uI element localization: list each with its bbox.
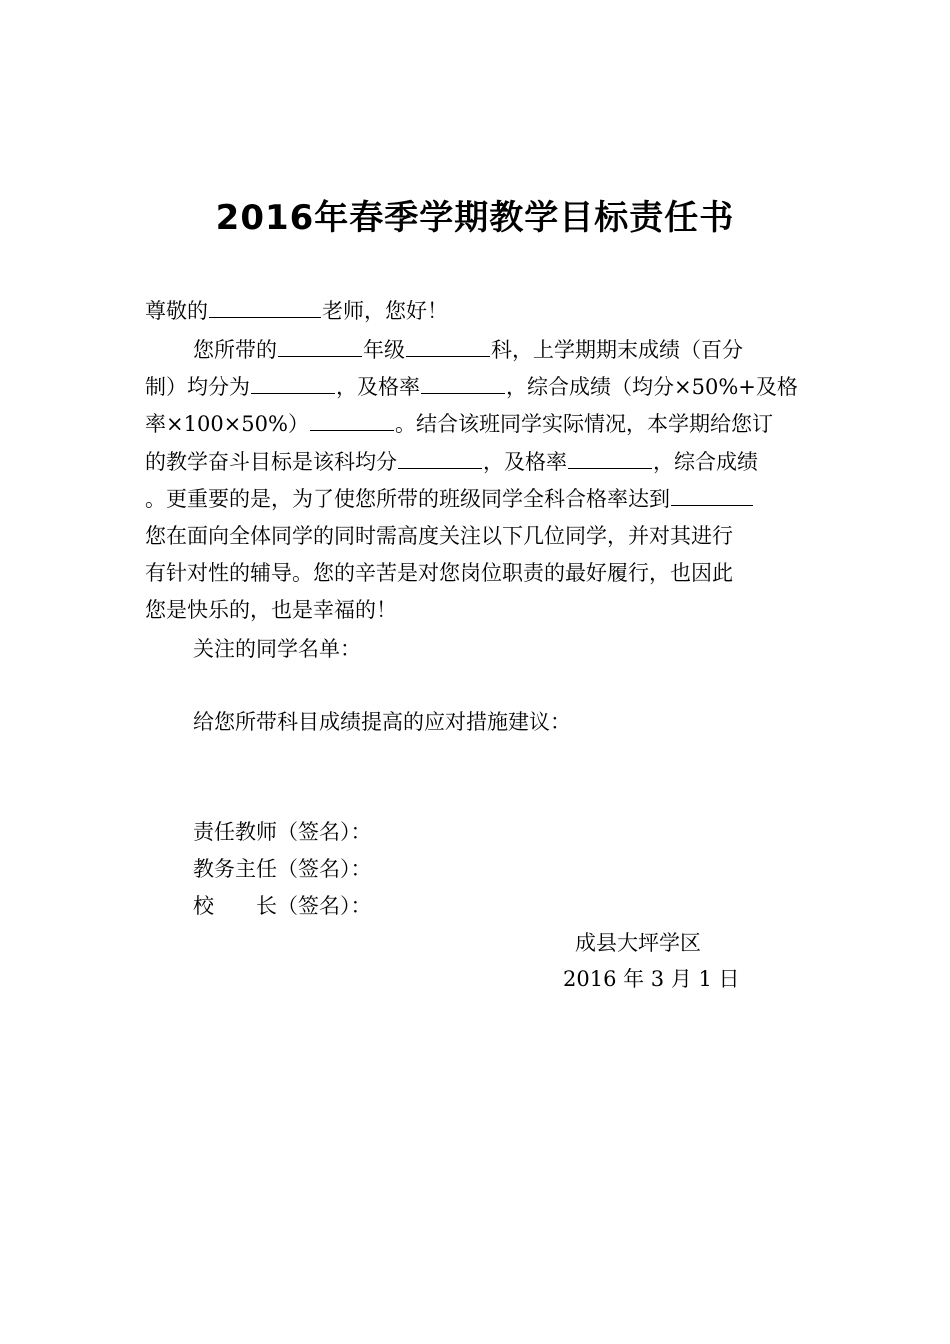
target-all-subject-rate-blank (671, 481, 753, 506)
text-segment: 年级 (363, 338, 405, 362)
greeting-suffix: 老师，您好！ (322, 299, 448, 323)
subject-blank (406, 332, 490, 357)
teacher-signature-label: 责任教师（签名）： (193, 820, 372, 844)
paragraph-line-8: 您是快乐的，也是幸福的！ (145, 598, 397, 622)
paragraph-line-1 (193, 331, 743, 369)
text-segment: ，及格率 (483, 450, 567, 474)
paragraph-line-6: 您在面向全体同学的同时需高度关注以下几位同学，并对其进行 (145, 524, 733, 548)
text-segment: 。结合该班同学实际情况，本学期给您订 (394, 412, 773, 436)
text-segment: 。更重要的是，为了使您所带的班级同学全科合格率达到 (145, 487, 670, 511)
issuer-name: 成县大坪学区 (575, 931, 701, 955)
text-segment: 长（签名）： (256, 894, 372, 918)
students-list-label: 关注的同学名单： (193, 637, 361, 661)
document-title: 2016年春季学期教学目标责任书 (215, 198, 735, 238)
text-segment: 科，上学期期末成绩（百分 (491, 338, 743, 362)
teacher-name-blank (209, 293, 321, 318)
target-average-blank (398, 444, 482, 469)
text-segment: 校 (193, 894, 214, 918)
paragraph-line-5 (145, 480, 754, 518)
director-signature-label: 教务主任（签名）： (193, 857, 372, 881)
text-segment: 您所带的 (193, 338, 277, 362)
paragraph-line-3 (145, 405, 773, 443)
paragraph-line-2 (145, 368, 798, 406)
paragraph-line-7: 有针对性的辅导。您的辛苦是对您岗位职责的最好履行，也因此 (145, 561, 733, 585)
principal-signature-label (193, 887, 372, 925)
text-segment: 制）均分为 (145, 375, 250, 399)
target-pass-rate-blank (568, 444, 652, 469)
issue-date: 2016 年 3 月 1 日 (563, 967, 740, 991)
paragraph-line-4 (145, 443, 758, 481)
last-pass-rate-blank (421, 369, 505, 394)
grade-blank (278, 332, 362, 357)
suggestions-label: 给您所带科目成绩提高的应对措施建议： (193, 710, 571, 734)
greeting-prefix: 尊敬的 (145, 299, 208, 323)
last-composite-blank (310, 406, 394, 431)
text-segment: 率×100×50%） (145, 412, 309, 436)
last-average-blank (251, 369, 335, 394)
text-segment: ，综合成绩 (653, 450, 758, 474)
text-segment: ，综合成绩（均分×50%+及格 (506, 375, 798, 399)
greeting-line (145, 292, 448, 330)
text-segment: 的教学奋斗目标是该科均分 (145, 450, 397, 474)
text-segment: ，及格率 (336, 375, 420, 399)
